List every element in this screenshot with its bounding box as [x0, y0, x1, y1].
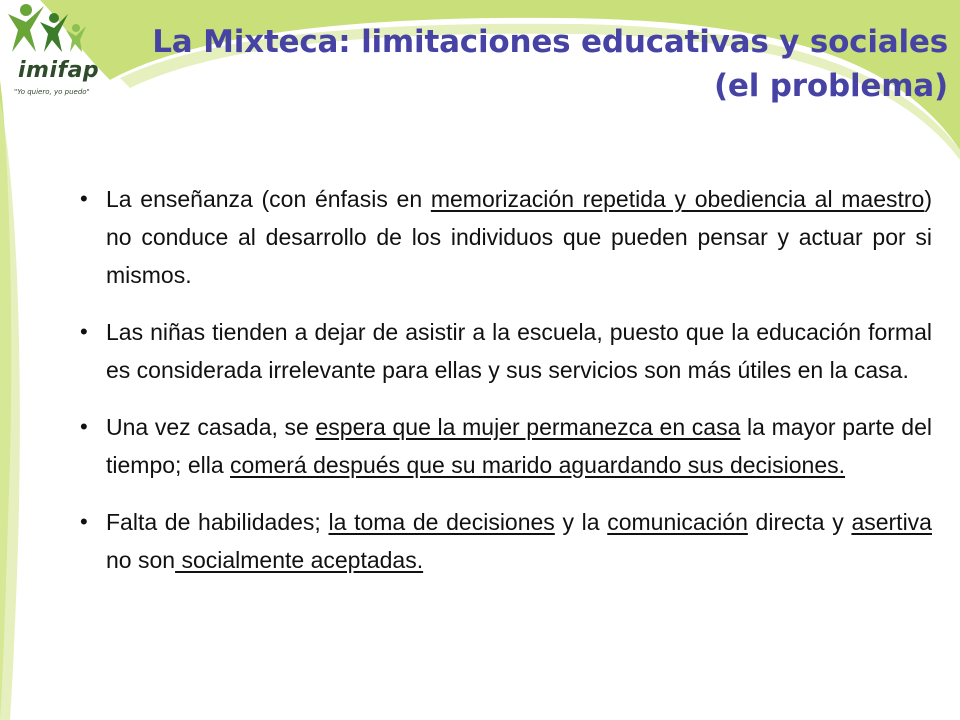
underlined-text: la toma de decisiones [328, 509, 555, 535]
title-line-2: (el problema) [713, 68, 948, 104]
title-line-1: La Mixteca: limitaciones educativas y sociales [152, 24, 948, 60]
logo-tagline: "Yo quiero, yo puedo" [14, 88, 90, 96]
bullet-list [76, 180, 932, 598]
bullet-item [76, 408, 932, 484]
bullet-dot: • [80, 414, 88, 439]
bullet-text: y la [554, 509, 608, 535]
bullet-dot: • [80, 319, 88, 344]
bullet-dot: • [80, 186, 88, 211]
bullet-text: Una vez casada, se [106, 414, 316, 440]
bullet-text: ) no conduce al desarrollo de los individuos que pueden pensar y actuar por si mismos. [106, 186, 933, 288]
slide-title [128, 20, 948, 108]
bullet-text: Falta de habilidades; [106, 509, 329, 535]
bullet-text: la mayor parte del tiempo; ella [106, 414, 932, 478]
bullet-text: directa y [747, 509, 852, 535]
bullet-item [76, 313, 932, 389]
underlined-text: asertiva [851, 509, 932, 535]
bullet-dot: • [80, 509, 88, 534]
underlined-text: memorización repetida y obediencia al maestro [430, 186, 925, 212]
underlined-text: socialmente aceptadas. [175, 547, 424, 573]
underlined-text: comerá después que su marido aguardando sus decisiones. [230, 452, 846, 478]
logo-wordmark: imifap [18, 58, 100, 83]
bullet-text: La enseñanza (con énfasis en [106, 186, 431, 212]
underlined-text: espera que la mujer permanezca en casa [315, 414, 741, 440]
bullet-text: Las niñas tienden a dejar de asistir a la escuela, puesto que la educación formal es considerada irrelevante para ellas y sus servicios son más útiles en la casa. [106, 319, 932, 383]
bullet-item [76, 503, 932, 579]
bullet-item [76, 180, 932, 294]
bullet-text: no son [106, 547, 176, 573]
underlined-text: comunicación [607, 509, 748, 535]
